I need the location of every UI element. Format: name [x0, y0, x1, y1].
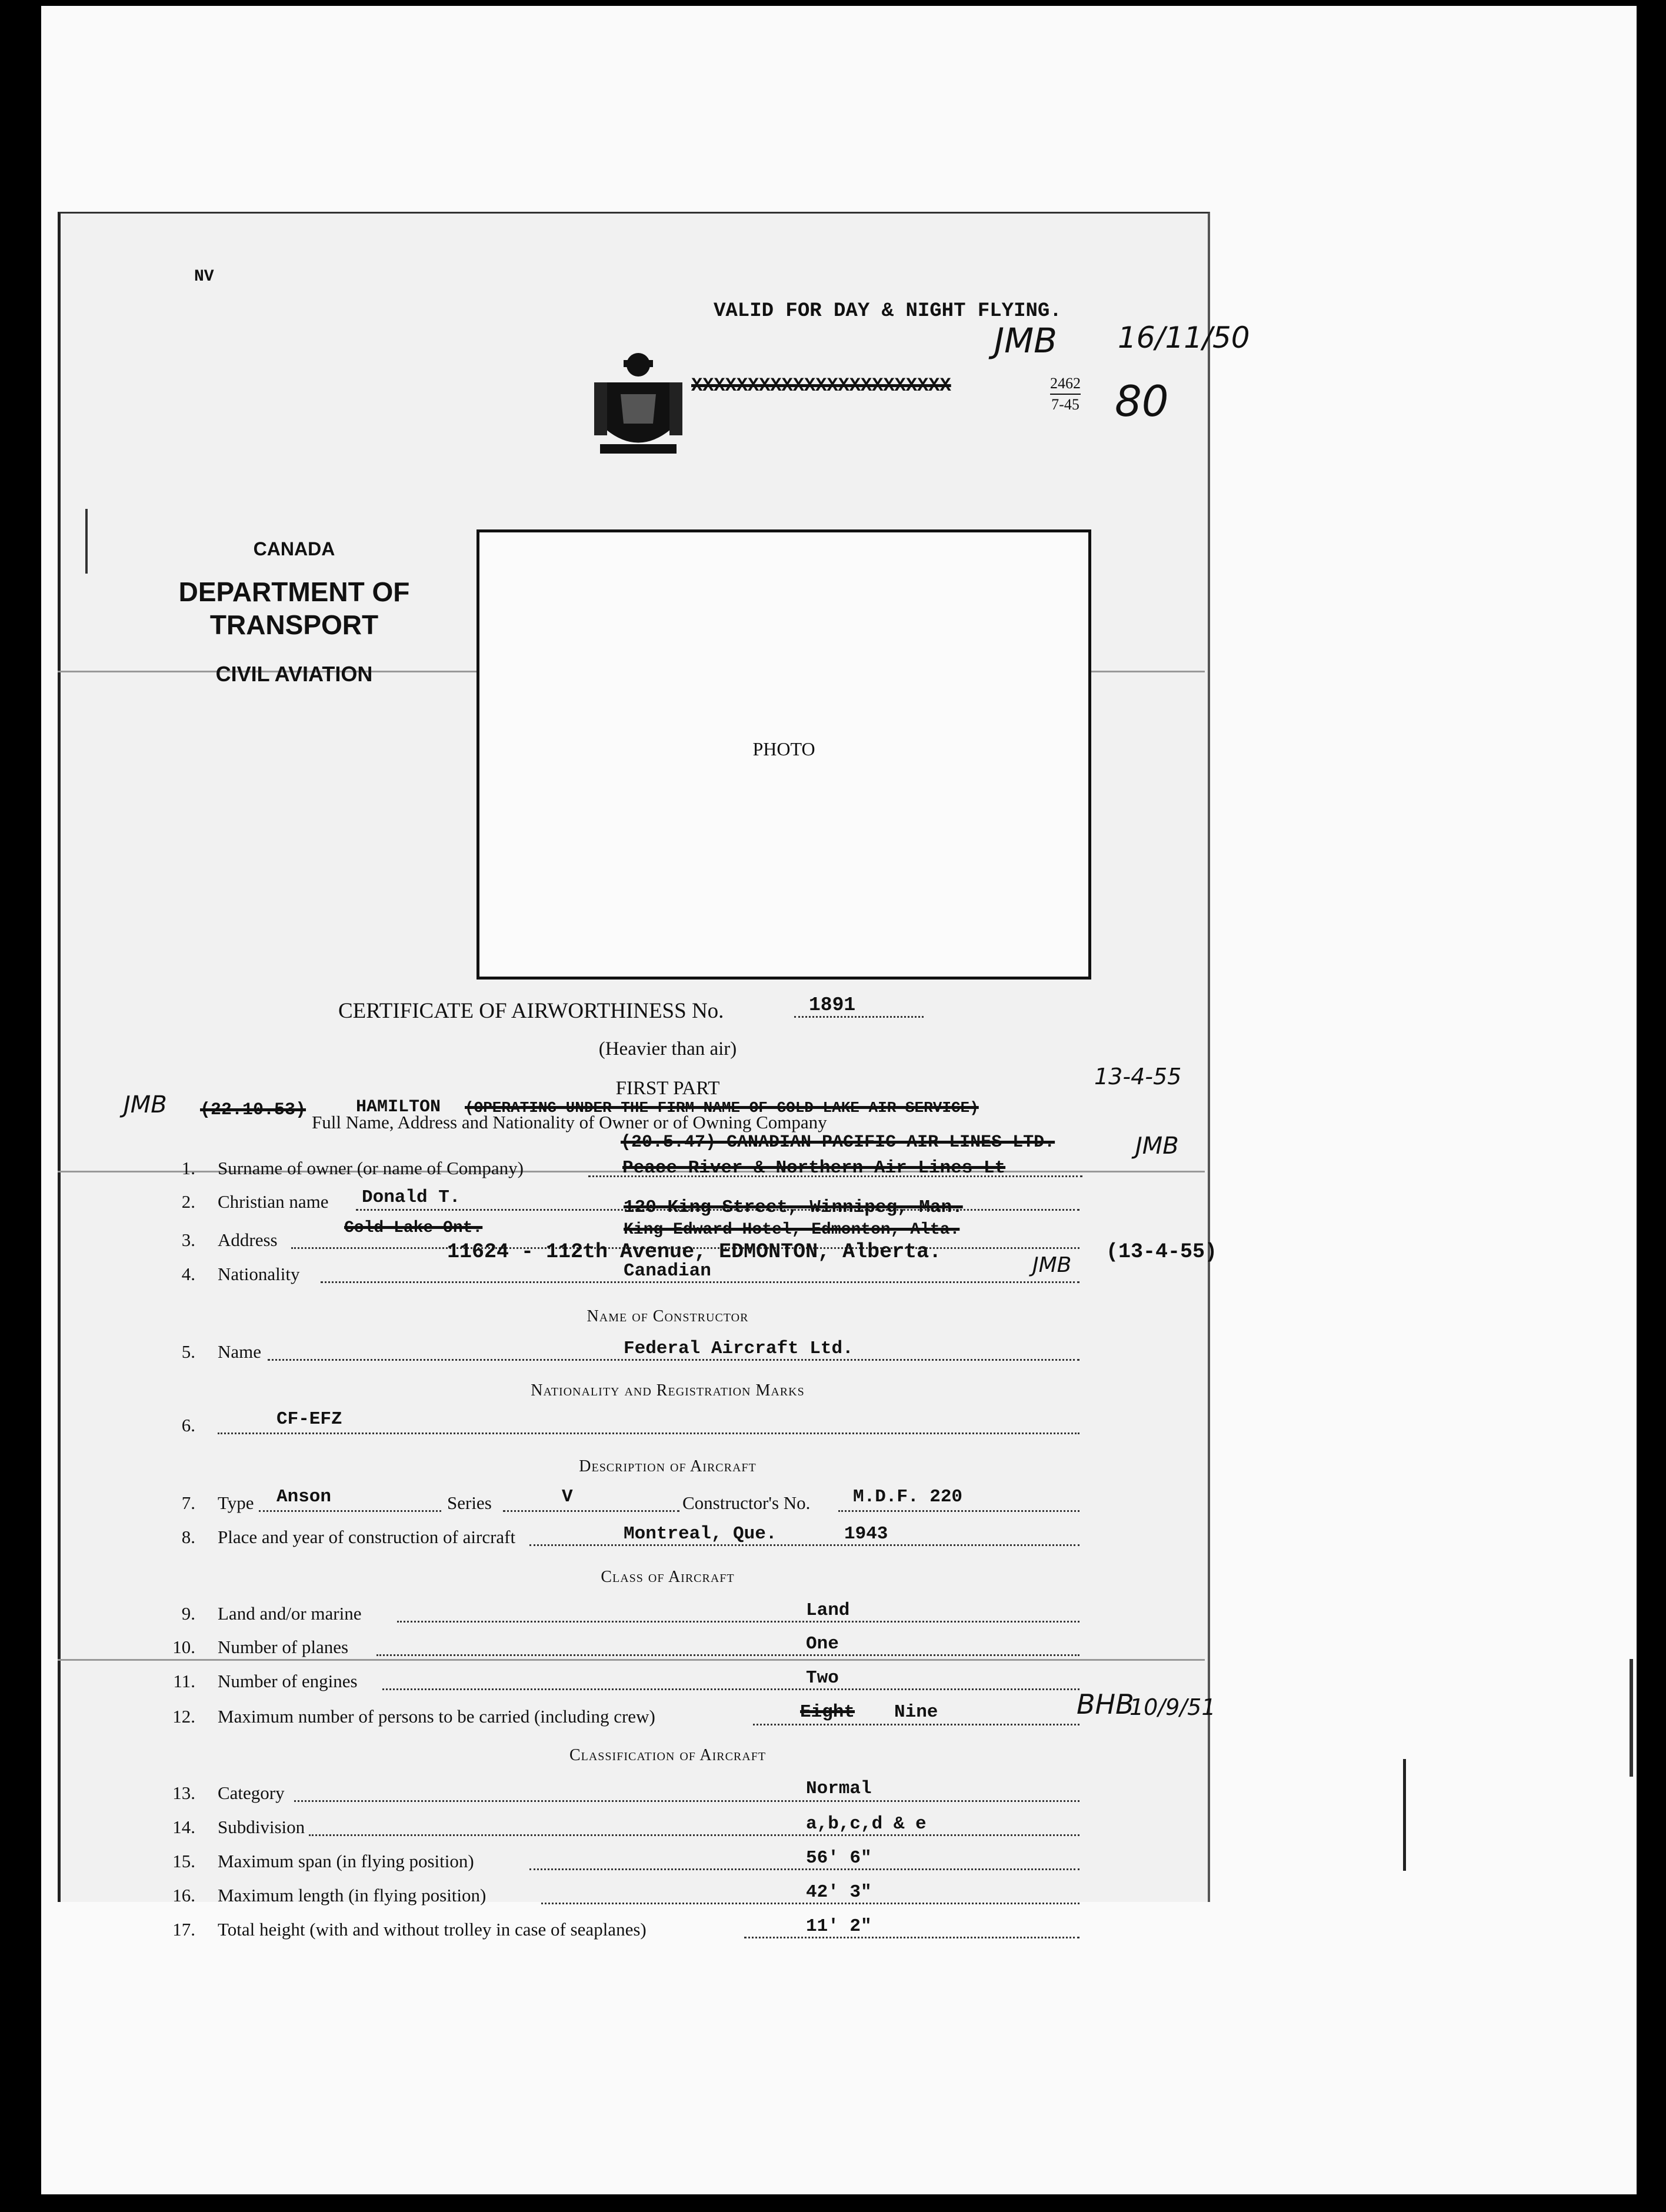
registration-mark: CF-EFZ [276, 1409, 342, 1430]
handwritten-number: 80 [1115, 377, 1169, 426]
form-date: 7-45 [1050, 394, 1081, 415]
field-8-label: Place and year of construction of aircraft [218, 1527, 516, 1547]
field-number: 12. [172, 1706, 195, 1727]
field-15-label: Maximum span (in flying position) [218, 1851, 474, 1871]
certificate-title: CERTIFICATE OF AIRWORTHINESS No. [338, 999, 724, 1023]
field-12-line [753, 1724, 1079, 1725]
margin-mark [1403, 1759, 1406, 1871]
field-8-line [529, 1544, 1079, 1546]
field-9-value: Land [806, 1600, 850, 1621]
field-number: 8. [181, 1527, 195, 1547]
struck-street: 120 King Street, Winnipeg, Man. [624, 1197, 963, 1218]
field-number: 2. [181, 1191, 195, 1212]
field-14-value: a,b,c,d & e [806, 1814, 927, 1834]
department-line-1: DEPARTMENT OF [178, 577, 410, 607]
cancelled-line: XXXXXXXXXXXXXXXXXXXXXXX [691, 375, 951, 397]
form-number: 2462 [1050, 375, 1081, 392]
description-heading: Description of Aircraft [579, 1457, 757, 1475]
field-13-value: Normal [806, 1778, 872, 1799]
field-number: 6. [181, 1415, 195, 1435]
field-number: 1. [181, 1158, 195, 1178]
field-14-line [309, 1834, 1079, 1836]
field-2-label: Christian name [218, 1191, 329, 1212]
certificate-subtitle: (Heavier than air) [598, 1038, 737, 1060]
field-number: 17. [172, 1919, 195, 1940]
validity-stamp: VALID FOR DAY & NIGHT FLYING. [714, 300, 1062, 322]
validity-date: 16/11/50 [1118, 321, 1250, 355]
field-number: 15. [172, 1851, 195, 1871]
class-heading: Class of Aircraft [601, 1568, 735, 1586]
field-4-line [321, 1281, 1079, 1283]
struck-date: (22.10.53) [200, 1100, 306, 1120]
field-11-line [382, 1688, 1079, 1690]
field-10-value: One [806, 1634, 839, 1654]
owner-side-initials: JMB [1135, 1132, 1179, 1160]
margin-mark [85, 509, 88, 574]
struck-address-left: Cold Lake Ont. [344, 1219, 483, 1237]
field-13-label: Category [218, 1783, 285, 1803]
field-1-label: Surname of owner (or name of Company) [218, 1158, 524, 1178]
field-number: 13. [172, 1783, 195, 1803]
owner-name: HAMILTON [356, 1097, 441, 1117]
amendment-date: 10/9/51 [1129, 1694, 1216, 1720]
address-date: (13-4-55) [1106, 1240, 1218, 1264]
series-line [503, 1510, 679, 1512]
owner-caption: Full Name, Address and Nationality of Owner or of Owning Company [312, 1112, 827, 1132]
constructor-number-line [838, 1510, 1079, 1512]
field-10-line [376, 1654, 1079, 1656]
struck-company-2: Peace River & Northern Air Lines Lt [622, 1158, 1006, 1178]
construction-year: 1943 [844, 1524, 888, 1544]
first-part-heading: FIRST PART [615, 1078, 720, 1099]
branch-heading: CIVIL AVIATION [215, 662, 373, 686]
field-number: 5. [181, 1341, 195, 1362]
field-16-label: Maximum length (in flying position) [218, 1885, 487, 1905]
department-line-2: TRANSPORT [209, 609, 379, 640]
field-11-value: Two [806, 1668, 839, 1688]
field-7-label: Type [218, 1493, 254, 1513]
field-13-line [294, 1800, 1079, 1802]
field-15-value: 56' 6" [806, 1848, 872, 1868]
field-5-value: Federal Aircraft Ltd. [624, 1338, 854, 1359]
field-9-label: Land and/or marine [218, 1603, 362, 1624]
construction-place: Montreal, Que. [624, 1524, 777, 1544]
field-17-value: 11' 2" [806, 1916, 872, 1937]
certificate-number: 1891 [809, 994, 856, 1016]
struck-firm-name: (OPERATING UNDER THE FIRM NAME OF GOLD LAKE AIR SERVICE) [465, 1099, 979, 1117]
field-number: 11. [173, 1671, 195, 1691]
field-10-label: Number of planes [218, 1637, 349, 1657]
photo-label: PHOTO [752, 738, 815, 759]
field-16-value: 42' 3" [806, 1882, 872, 1903]
field-11-label: Number of engines [218, 1671, 358, 1691]
field-12-struck-value: Eight [800, 1702, 855, 1723]
address-initials: JMB [1032, 1253, 1072, 1277]
country-heading: CANADA [253, 538, 335, 559]
field-number: 7. [181, 1493, 195, 1513]
owner-change-date: 13-4-55 [1094, 1064, 1182, 1090]
aircraft-type: Anson [276, 1487, 332, 1507]
field-12-value: Nine [894, 1702, 938, 1723]
corner-mark: NV [194, 268, 214, 286]
current-address: 11624 - 112th Avenue, EDMONTON, Alberta. [447, 1240, 942, 1264]
field-17-line [744, 1937, 1079, 1938]
constructor-heading: Name of Constructor [587, 1307, 749, 1325]
field-6-line [218, 1433, 1079, 1434]
series-value: V [562, 1487, 573, 1507]
field-9-line [397, 1621, 1079, 1623]
field-16-line [541, 1903, 1079, 1904]
field-number: 10. [172, 1637, 195, 1657]
field-5-label: Name [218, 1341, 262, 1362]
field-12-label: Maximum number of persons to be carried (including crew) [218, 1706, 655, 1727]
form-number-block [1050, 374, 1081, 415]
field-number: 3. [181, 1230, 195, 1250]
field-number: 4. [181, 1264, 195, 1284]
struck-hotel-address: King Edward Hotel, Edmonton, Alta. [624, 1221, 960, 1239]
field-17-label: Total height (with and without trolley in case of seaplanes) [218, 1919, 647, 1940]
validity-initials: JMB [994, 321, 1057, 361]
amendment-initials: BHB [1077, 1688, 1134, 1720]
type-line [259, 1510, 441, 1512]
field-3-label: Address [218, 1230, 278, 1250]
field-number: 16. [172, 1885, 195, 1905]
fold-line [58, 1659, 1205, 1661]
field-5-line [268, 1359, 1079, 1361]
constructor-number-label: Constructor's No. [682, 1493, 811, 1513]
certificate-number-line [794, 1016, 924, 1018]
registration-heading: Nationality and Registration Marks [531, 1381, 805, 1400]
department-heading [165, 575, 424, 641]
field-number: 9. [181, 1603, 195, 1624]
owner-initials: JMB [124, 1091, 167, 1118]
coat-of-arms-emblem [594, 347, 682, 459]
edge-mark [1630, 1659, 1633, 1777]
field-15-line [529, 1868, 1079, 1870]
classification-heading: Classification of Aircraft [569, 1746, 767, 1764]
field-2-value: Donald T. [362, 1187, 461, 1208]
struck-company: (20.5.47) CANADIAN PACIFIC AIR LINES LTD. [621, 1132, 1055, 1152]
field-number: 14. [172, 1817, 195, 1837]
field-4-label: Nationality [218, 1264, 300, 1284]
field-14-label: Subdivision [218, 1817, 305, 1837]
series-label: Series [447, 1493, 492, 1513]
constructor-number: M.D.F. 220 [853, 1487, 963, 1507]
field-4-value: Canadian [624, 1261, 711, 1281]
